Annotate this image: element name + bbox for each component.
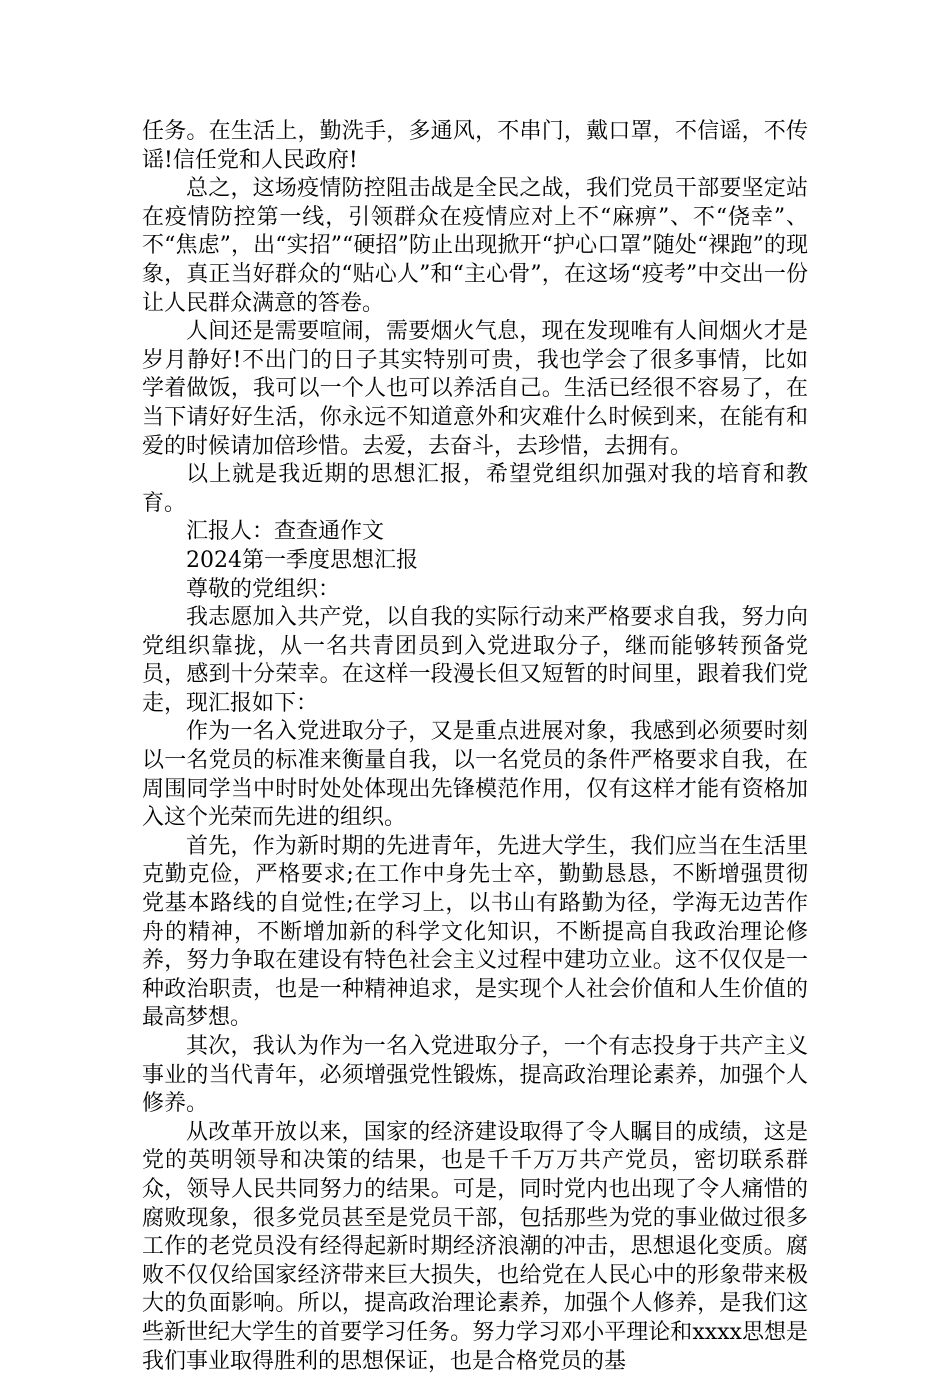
report-title: 2024第一季度思想汇报	[186, 547, 418, 573]
paragraph: 我志愿加入共产党，以自我的实际行动来严格要求自我，努力向党组织靠拢，从一名共青团员到入党进取分子，继而能够转预备党员，感到十分荣幸。在这样一段漫长但又短暂的时间里，跟着我们党走，现汇报如下：	[142, 605, 808, 716]
paragraph: 以上就是我近期的思想汇报，希望党组织加强对我的培育和教育。	[142, 462, 808, 516]
paragraph: 任务。在生活上，勤洗手，多通风，不串门，戴口罩，不信谣，不传谣!信任党和人民政府!	[142, 119, 808, 173]
document-body	[142, 118, 808, 1376]
paragraph: 作为一名入党进取分子，又是重点进展对象，我感到必须要时刻以一名党员的标准来衡量自我，以一名党员的条件严格要求自我，在周围同学当中时时处处体现出先锋模范作用，仅有这样才能有资格加入这个光荣而先进的组织。	[142, 719, 808, 831]
paragraph: 总之，这场疫情防控阻击战是全民之战，我们党员干部要坚定站在疫情防控第一线，引领群众在疫情应对上不“麻痹”、不“侥幸”、不“焦虑”，出“实招”“硬招”防止出现掀开“护心口罩”随处“裸跑”的现象，真正当好群众的“贴心人”和“主心骨”，在这场“疫考”中交出一份让人民群众满意的答卷。	[142, 176, 808, 316]
paragraph: 从改革开放以来，国家的经济建设取得了令人瞩目的成绩，这是党的英明领导和决策的结果，也是千千万万共产党员，密切联系群众，领导人民共同努力的结果。可是，同时党内也出现了令人痛惜的腐败现象，很多党员甚至是党员干部，包括那些为党的事业做过很多工作的老党员没有经得起新时期经济浪潮的冲击，思想退化变质。腐败不仅仅给国家经济带来巨大损失，也给党在人民心中的形象带来极大的负面影响。所以，提高政治理论素养，加强个人修养，是我们这些新世纪大学生的首要学习任务。努力学习邓小平理论和xxxx思想是我们事业取得胜利的思想保证，也是合格党员的基	[142, 1119, 808, 1374]
reporter-line: 汇报人：查查通作文	[186, 519, 385, 545]
paragraph: 人间还是需要喧闹，需要烟火气息，现在发现唯有人间烟火才是岁月静好!不出门的日子其实特别可贵，我也学会了很多事情，比如学着做饭，我可以一个人也可以养活自己。生活已经很不容易了，在当下请好好生活，你永远不知道意外和灾难什么时候到来，在能有和爱的时候请加倍珍惜。去爱，去奋斗，去珍惜，去拥有。	[142, 319, 808, 459]
paragraph: 首先，作为新时期的先进青年，先进大学生，我们应当在生活里克勤克俭，严格要求;在工作中身先士卒，勤勤恳恳，不断增强贯彻党基本路线的自觉性;在学习上，以书山有路勤为径，学海无边苦作舟的精神，不断增加新的科学文化知识，不断提高自我政治理论修养，努力争取在建设有特色社会主义过程中建功立业。这不仅仅是一种政治职责，也是一种精神追求，是实现个人社会价值和人生价值的最高梦想。	[142, 833, 808, 1031]
paragraph: 其次，我认为作为一名入党进取分子，一个有志投身于共产主义事业的当代青年，必须增强党性锻炼，提高政治理论素养，加强个人修养。	[142, 1034, 808, 1117]
salutation: 尊敬的党组织：	[186, 576, 341, 602]
